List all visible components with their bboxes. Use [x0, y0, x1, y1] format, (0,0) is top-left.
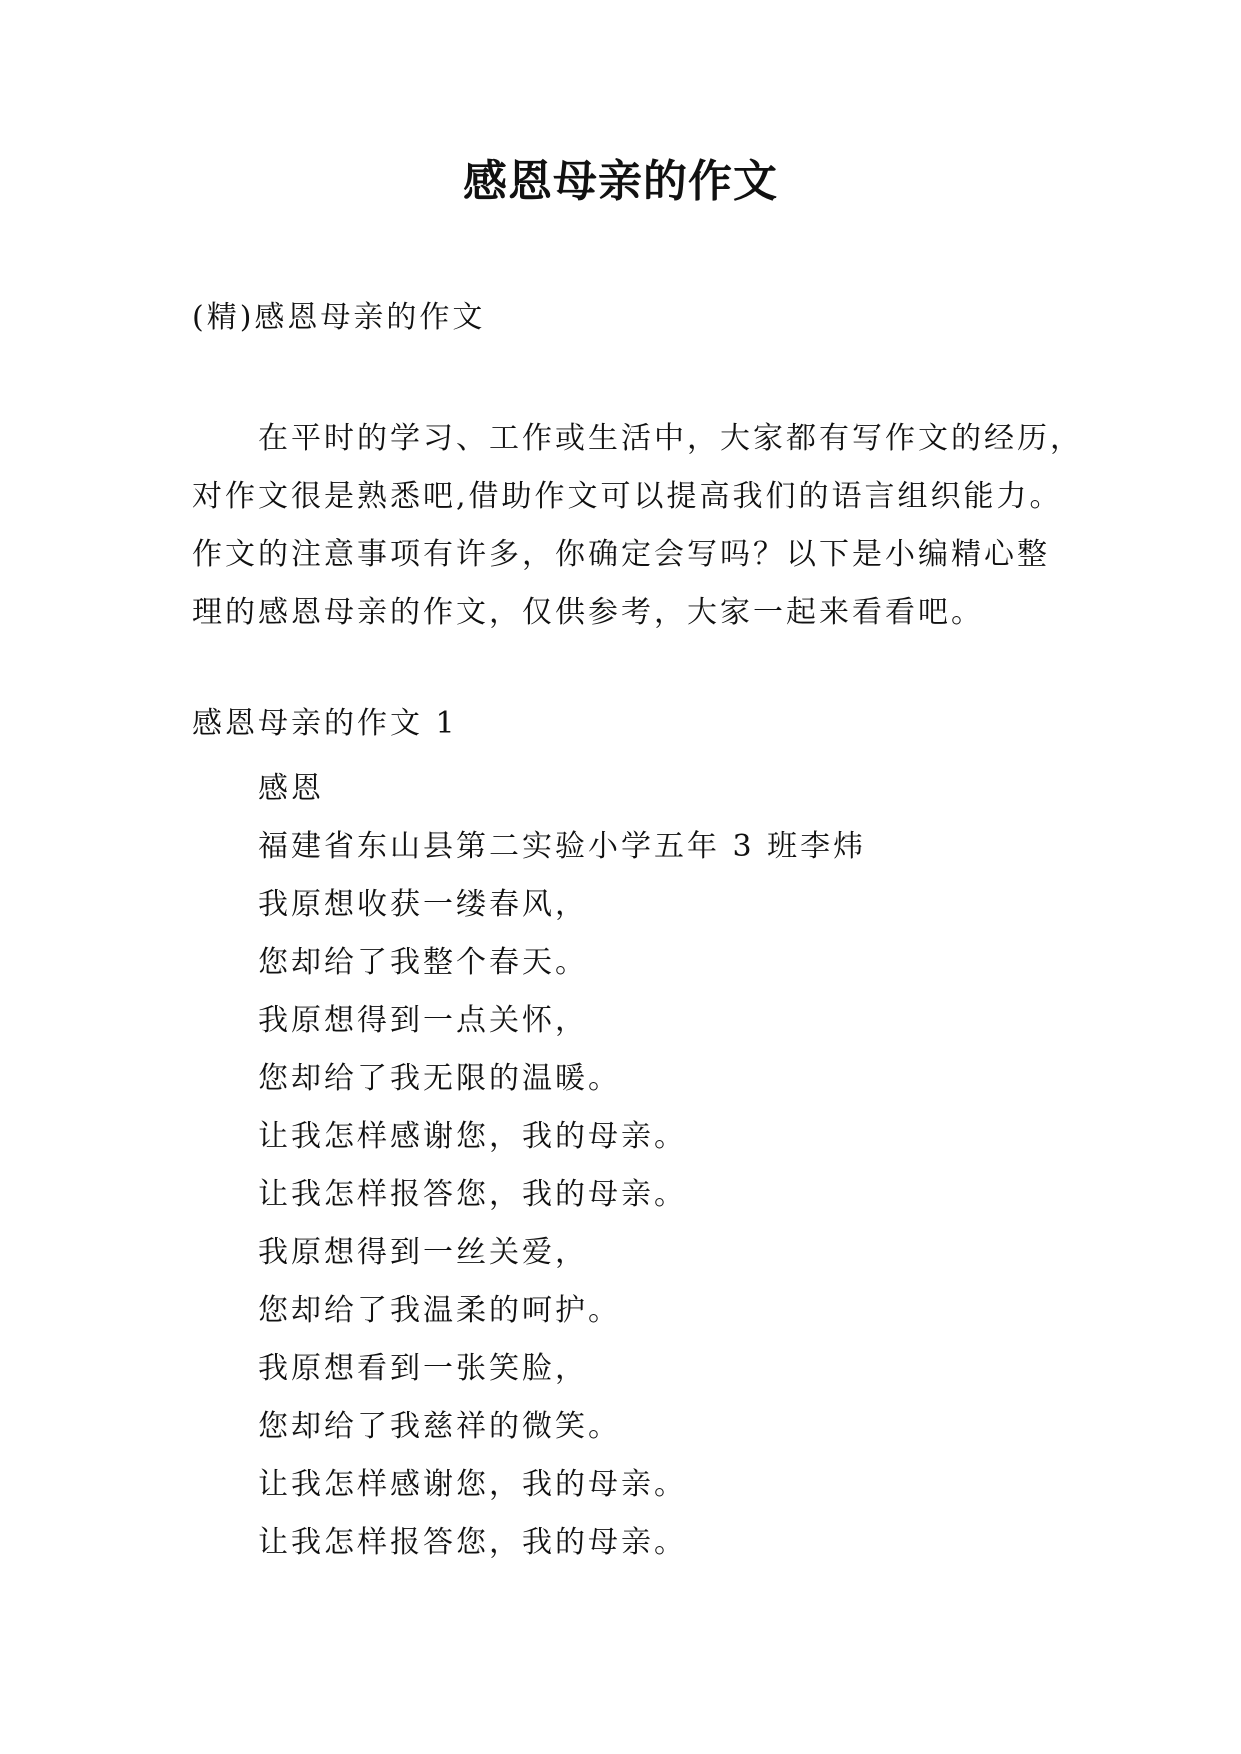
poem-body: [258, 760, 866, 1572]
poem-line: 让我怎样报答您，我的母亲。: [258, 1525, 687, 1560]
poem-line: 您却给了我温柔的呵护。: [258, 1293, 621, 1328]
poem-line: 您却给了我慈祥的微笑。: [258, 1409, 621, 1444]
document-subtitle: (精)感恩母亲的作文: [192, 300, 486, 335]
intro-line: 对作文很是熟悉吧,借助作文可以提高我们的语言组织能力。: [192, 479, 1063, 514]
poem-line: 您却给了我整个春天。: [258, 945, 588, 980]
poem-line: 您却给了我无限的温暖。: [258, 1061, 621, 1096]
poem-line: 我原想得到一丝关爱，: [258, 1235, 588, 1270]
poem-line: 我原想看到一张笑脸，: [258, 1351, 588, 1386]
poem-line: 让我怎样报答您，我的母亲。: [258, 1177, 687, 1212]
document-title: 感恩母亲的作文: [463, 156, 778, 207]
poem-line: 让我怎样感谢您，我的母亲。: [258, 1467, 687, 1502]
essay-heading: 感恩母亲的作文 1: [192, 706, 458, 741]
poem-title: 感恩: [258, 771, 324, 806]
poem-author: 福建省东山县第二实验小学五年 3 班李炜: [258, 829, 867, 864]
poem-line: 让我怎样感谢您，我的母亲。: [258, 1119, 687, 1154]
intro-line: 作文的注意事项有许多，你确定会写吗？以下是小编精心整: [192, 537, 1050, 572]
intro-line: 在平时的学习、工作或生活中，大家都有写作文的经历，: [258, 421, 1083, 456]
intro-paragraph: [192, 410, 1083, 642]
poem-line: 我原想得到一点关怀，: [258, 1003, 588, 1038]
poem-line: 我原想收获一缕春风，: [258, 887, 588, 922]
intro-line: 理的感恩母亲的作文，仅供参考，大家一起来看看吧。: [192, 595, 984, 630]
